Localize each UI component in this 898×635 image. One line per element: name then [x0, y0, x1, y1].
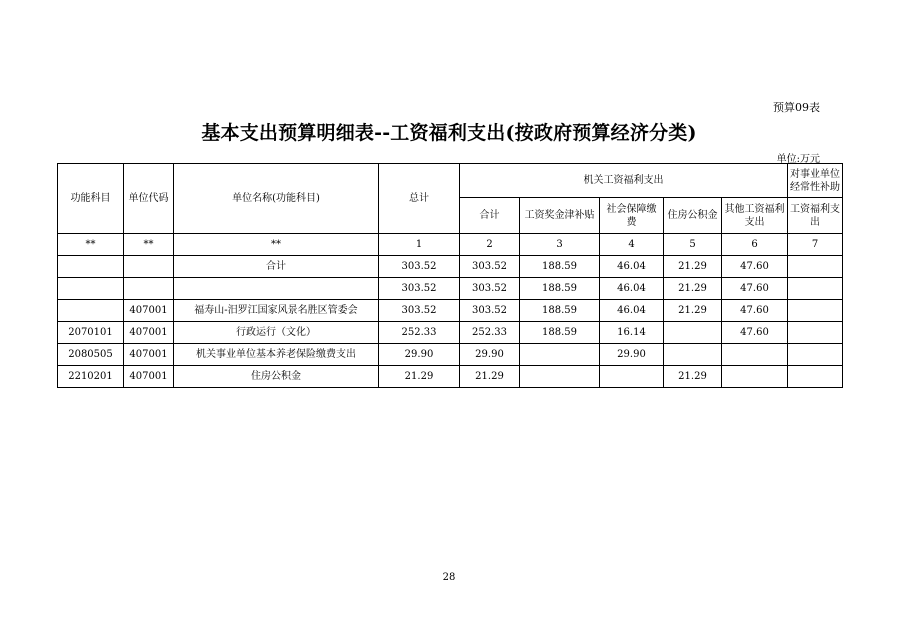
- index-cell: 1: [379, 234, 460, 256]
- table-cell: 2070101: [58, 322, 124, 344]
- table-cell: 46.04: [600, 278, 664, 300]
- table-cell: [788, 366, 843, 388]
- index-cell: 5: [664, 234, 722, 256]
- page-title: 基本支出预算明细表--工资福利支出(按政府预算经济分类): [201, 122, 697, 144]
- header-sub: 合计: [460, 198, 520, 234]
- header-func-code: 功能科目: [58, 164, 124, 234]
- table-cell: 188.59: [520, 278, 600, 300]
- header-sub: 工资福利支出: [788, 198, 843, 234]
- index-cell: **: [58, 234, 124, 256]
- table-row: [58, 256, 843, 278]
- table-row: [58, 300, 843, 322]
- table-cell: 21.29: [460, 366, 520, 388]
- header-sub: 其他工资福利支出: [722, 198, 788, 234]
- form-code: 预算09表: [773, 101, 820, 114]
- budget-table: [57, 163, 843, 388]
- table-cell: [788, 256, 843, 278]
- table-cell: 行政运行（文化）: [174, 322, 379, 344]
- table-cell: 47.60: [722, 300, 788, 322]
- table-cell: 29.90: [600, 344, 664, 366]
- table-row: [58, 344, 843, 366]
- header-group-org: 机关工资福利支出: [460, 164, 788, 198]
- header-unit-name: 单位名称(功能科目): [174, 164, 379, 234]
- table-cell: 46.04: [600, 256, 664, 278]
- header-total: 总计: [379, 164, 460, 234]
- table-cell: 21.29: [664, 278, 722, 300]
- index-cell: **: [174, 234, 379, 256]
- table-cell: [788, 278, 843, 300]
- table-cell: [58, 300, 124, 322]
- table-cell: 合计: [174, 256, 379, 278]
- table-cell: 29.90: [379, 344, 460, 366]
- header-unit-code: 单位代码: [124, 164, 174, 234]
- table-cell: [664, 322, 722, 344]
- table-cell: 407001: [124, 366, 174, 388]
- table-cell: 252.33: [379, 322, 460, 344]
- table-cell: [788, 300, 843, 322]
- table-cell: [788, 344, 843, 366]
- table-cell: 303.52: [460, 256, 520, 278]
- table-cell: [520, 344, 600, 366]
- table-cell: [124, 278, 174, 300]
- table-cell: [174, 278, 379, 300]
- index-cell: **: [124, 234, 174, 256]
- table-cell: [722, 344, 788, 366]
- table-cell: [664, 344, 722, 366]
- header-sub: 工资奖金津补贴: [520, 198, 600, 234]
- table-cell: 2080505: [58, 344, 124, 366]
- header-row-1: [58, 164, 843, 198]
- index-cell: 7: [788, 234, 843, 256]
- table-cell: [722, 366, 788, 388]
- table-cell: 47.60: [722, 278, 788, 300]
- index-cell: 2: [460, 234, 520, 256]
- table-cell: [788, 322, 843, 344]
- table-cell: 303.52: [379, 300, 460, 322]
- table-cell: 252.33: [460, 322, 520, 344]
- table-cell: 2210201: [58, 366, 124, 388]
- table-cell: [124, 256, 174, 278]
- unit-label: 单位:万元: [776, 154, 820, 165]
- table-cell: 21.29: [379, 366, 460, 388]
- table-row: [58, 278, 843, 300]
- table-cell: 303.52: [460, 278, 520, 300]
- table-cell: 407001: [124, 300, 174, 322]
- index-cell: 3: [520, 234, 600, 256]
- table-cell: [58, 278, 124, 300]
- page-number: 28: [442, 572, 456, 583]
- header-sub: 社会保障缴费: [600, 198, 664, 234]
- table-cell: 188.59: [520, 300, 600, 322]
- table-row: [58, 366, 843, 388]
- table-cell: 303.52: [460, 300, 520, 322]
- table-cell: [600, 366, 664, 388]
- table-cell: [520, 366, 600, 388]
- table-cell: 机关事业单位基本养老保险缴费支出: [174, 344, 379, 366]
- table-cell: 福寿山-汨罗江国家风景名胜区管委会: [174, 300, 379, 322]
- header-group-subsidy: 对事业单位经常性补助: [788, 164, 843, 198]
- index-cell: 6: [722, 234, 788, 256]
- table-cell: 407001: [124, 344, 174, 366]
- header-sub: 住房公积金: [664, 198, 722, 234]
- table-cell: 46.04: [600, 300, 664, 322]
- table-cell: 21.29: [664, 300, 722, 322]
- index-cell: 4: [600, 234, 664, 256]
- table-cell: 47.60: [722, 322, 788, 344]
- table-cell: 47.60: [722, 256, 788, 278]
- table-body: [58, 256, 843, 388]
- table-cell: [58, 256, 124, 278]
- table-cell: 21.29: [664, 366, 722, 388]
- table-cell: 29.90: [460, 344, 520, 366]
- table-cell: 303.52: [379, 256, 460, 278]
- table-cell: 16.14: [600, 322, 664, 344]
- table-cell: 21.29: [664, 256, 722, 278]
- table-cell: 407001: [124, 322, 174, 344]
- table-cell: 188.59: [520, 322, 600, 344]
- table-cell: 303.52: [379, 278, 460, 300]
- table-cell: 188.59: [520, 256, 600, 278]
- table-cell: 住房公积金: [174, 366, 379, 388]
- index-row: [58, 234, 843, 256]
- table-row: [58, 322, 843, 344]
